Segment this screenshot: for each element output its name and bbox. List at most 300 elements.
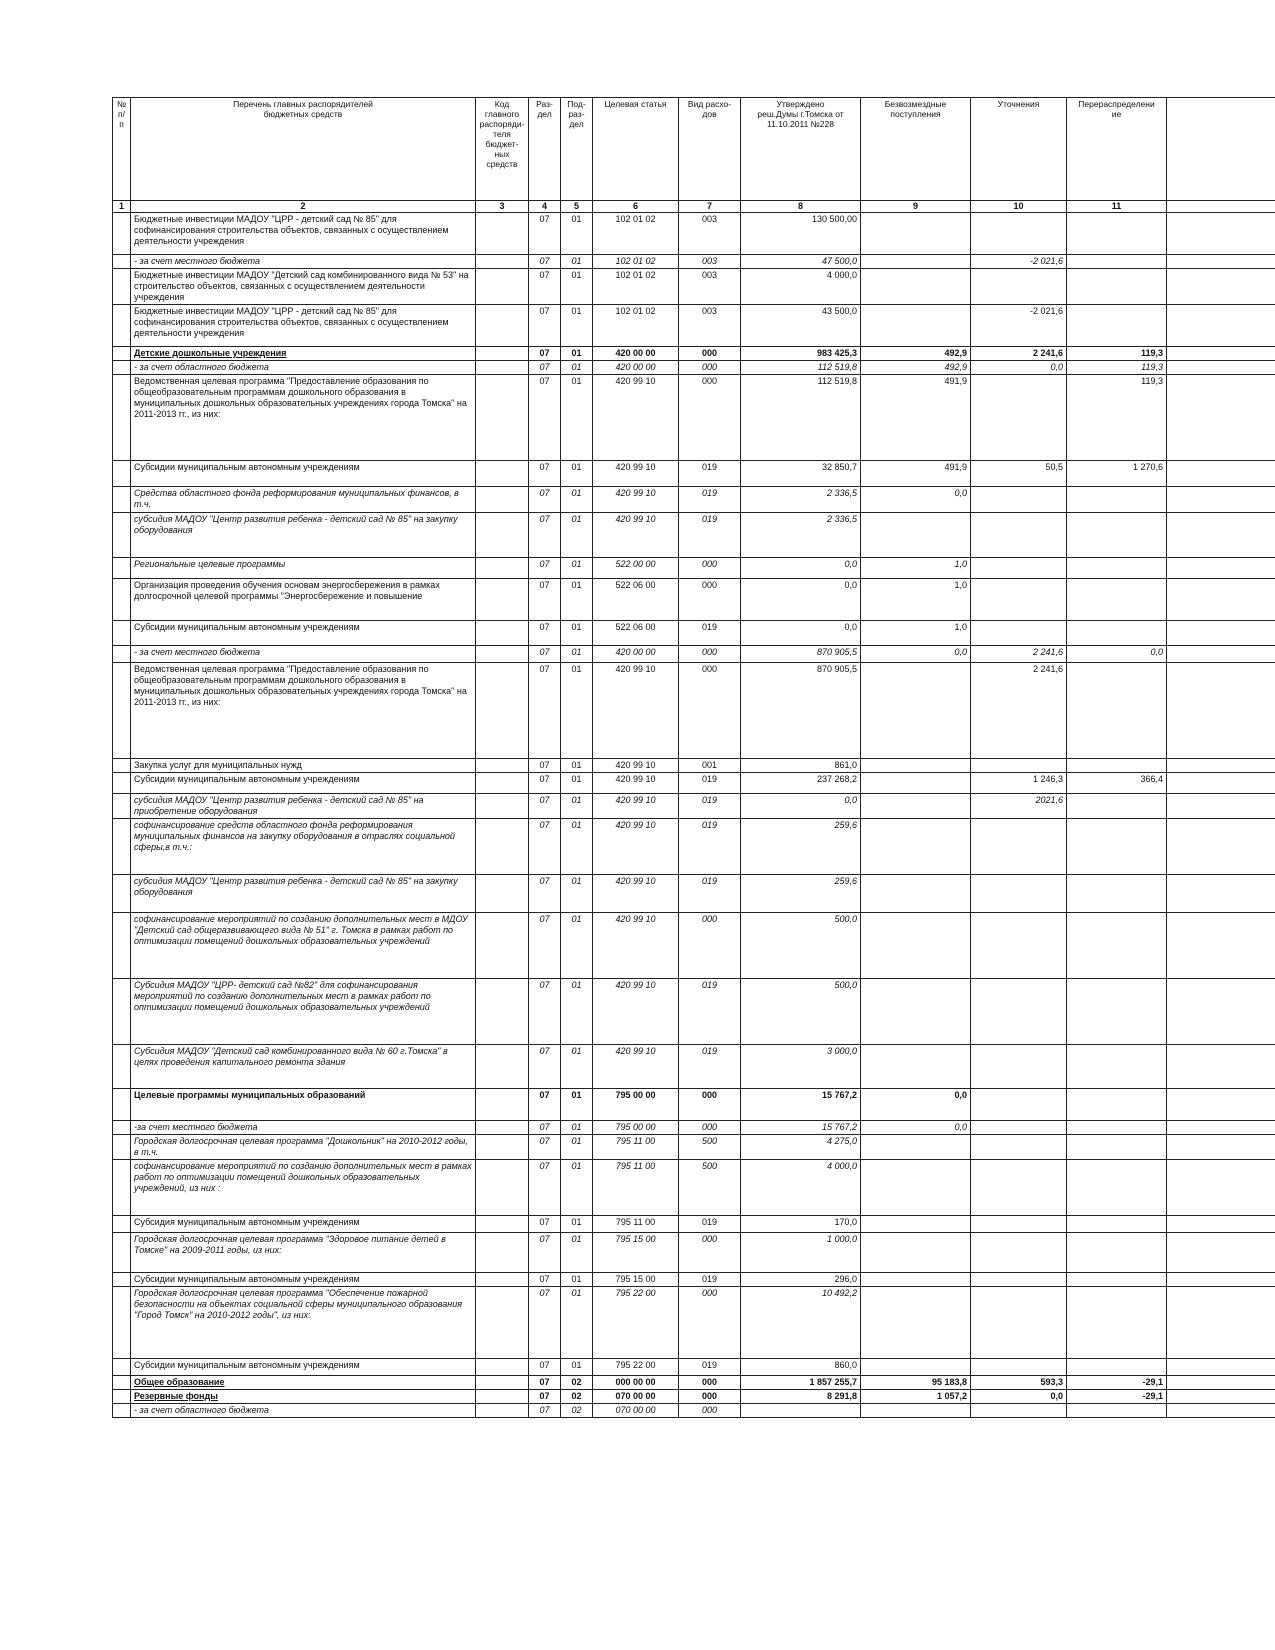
row-section: 07 (529, 1216, 561, 1233)
row-name: софинансирование мероприятий по созданию дополнительных мест в рамках работ по оптимизации помещений дошкольных образовательных учреждений, из них : (131, 1160, 476, 1216)
row-code (476, 913, 529, 979)
table-row (113, 579, 1275, 621)
row-code (476, 759, 529, 773)
row-redistribution (1067, 487, 1167, 513)
row-number (113, 1390, 131, 1404)
table-row (113, 1121, 1275, 1135)
row-number (113, 621, 131, 646)
row-target-item: 420 99 10 (593, 913, 679, 979)
row-redistribution (1067, 1160, 1167, 1216)
row-target-item: 420 99 10 (593, 663, 679, 759)
row-gratuitous (861, 1160, 971, 1216)
row-subsection: 01 (561, 213, 593, 255)
row-approved: 0,0 (741, 794, 861, 819)
row-subsection: 01 (561, 1287, 593, 1359)
row-cut-off (1167, 269, 1275, 305)
colnum: 3 (476, 201, 529, 213)
row-redistribution (1067, 794, 1167, 819)
row-code (476, 794, 529, 819)
row-gratuitous (861, 1135, 971, 1160)
row-redistribution (1067, 1273, 1167, 1287)
row-name: Резервные фонды (131, 1390, 476, 1404)
row-number (113, 579, 131, 621)
row-expense-type: 000 (679, 1089, 741, 1121)
row-cut-off (1167, 773, 1275, 794)
table-row (113, 1404, 1275, 1418)
row-cut-off (1167, 646, 1275, 663)
row-cut-off (1167, 663, 1275, 759)
row-target-item: 795 22 00 (593, 1287, 679, 1359)
row-subsection: 01 (561, 1160, 593, 1216)
row-expense-type: 000 (679, 1390, 741, 1404)
row-name: субсидия МАДОУ "Центр развития ребенка - детский сад № 85" на приобретение оборудования (131, 794, 476, 819)
row-redistribution (1067, 1045, 1167, 1089)
row-code (476, 1404, 529, 1418)
row-name: - за счет местного бюджета (131, 646, 476, 663)
row-name: софинансирование средств областного фонда реформирования муниципальных финансов на закупку оборудования в отраслях социальной сферы,в т.ч.: (131, 819, 476, 875)
row-expense-type: 001 (679, 759, 741, 773)
row-expense-type: 500 (679, 1135, 741, 1160)
row-expense-type: 019 (679, 621, 741, 646)
row-subsection: 01 (561, 1233, 593, 1273)
row-section: 07 (529, 663, 561, 759)
table-row (113, 361, 1275, 375)
row-number (113, 794, 131, 819)
row-expense-type: 019 (679, 461, 741, 487)
row-approved: 8 291,8 (741, 1390, 861, 1404)
row-code (476, 375, 529, 461)
table-row (113, 1390, 1275, 1404)
table-row (113, 375, 1275, 461)
row-cut-off (1167, 487, 1275, 513)
row-cut-off (1167, 1089, 1275, 1121)
colnum: 8 (741, 201, 861, 213)
row-number (113, 663, 131, 759)
row-name: Бюджетные инвестиции МАДОУ "Детский сад комбинированного вида № 53" на строительство объектов, связанных с осуществлением деятельности учреждения (131, 269, 476, 305)
row-name: Бюджетные инвестиции МАДОУ "ЦРР - детский сад № 85" для софинансирования строительства объектов, связанных с осуществлением деятельности учреждения (131, 213, 476, 255)
row-gratuitous: 1 057,2 (861, 1390, 971, 1404)
row-redistribution (1067, 819, 1167, 875)
row-section: 07 (529, 875, 561, 913)
table-row (113, 1376, 1275, 1390)
row-redistribution (1067, 1359, 1167, 1376)
row-redistribution (1067, 1135, 1167, 1160)
row-number (113, 513, 131, 558)
row-number (113, 375, 131, 461)
row-name: Закупка услуг для муниципальных нужд (131, 759, 476, 773)
colnum: 5 (561, 201, 593, 213)
row-code (476, 461, 529, 487)
row-code (476, 558, 529, 579)
row-code (476, 773, 529, 794)
row-number (113, 1233, 131, 1273)
row-gratuitous (861, 1287, 971, 1359)
row-approved: 983 425,3 (741, 347, 861, 361)
row-target-item: 795 22 00 (593, 1359, 679, 1376)
row-expense-type: 000 (679, 558, 741, 579)
row-gratuitous: 1,0 (861, 579, 971, 621)
row-name: Субсидия МАДОУ "Детский сад комбинированного вида № 60 г.Томска" в целях проведения капитального ремонта здания (131, 1045, 476, 1089)
row-code (476, 646, 529, 663)
row-number (113, 1045, 131, 1089)
row-redistribution (1067, 269, 1167, 305)
table-row (113, 513, 1275, 558)
row-target-item: 420 99 10 (593, 1045, 679, 1089)
row-gratuitous: 492,9 (861, 361, 971, 375)
row-redistribution (1067, 875, 1167, 913)
row-approved: 112 519,8 (741, 375, 861, 461)
row-name: Ведомственная целевая программа "Предоставление образования по общеобразовательным программам дошкольного образования в муниципальных дошкольных образовательных учреждениях города Томска" на 2011-2013 гг., из них: (131, 375, 476, 461)
row-gratuitous (861, 1359, 971, 1376)
row-redistribution (1067, 663, 1167, 759)
row-name: субсидия МАДОУ "Центр развития ребенка - детский сад № 85" на закупку оборудования (131, 875, 476, 913)
row-cut-off (1167, 621, 1275, 646)
row-approved: 500,0 (741, 979, 861, 1045)
row-clarifications (971, 1404, 1067, 1418)
row-gratuitous: 491,9 (861, 375, 971, 461)
row-section: 07 (529, 305, 561, 347)
row-approved: 10 492,2 (741, 1287, 861, 1359)
row-name: Целевые программы муниципальных образований (131, 1089, 476, 1121)
row-redistribution (1067, 305, 1167, 347)
row-expense-type: 000 (679, 1376, 741, 1390)
row-cut-off (1167, 461, 1275, 487)
row-clarifications: 0,0 (971, 1390, 1067, 1404)
row-expense-type: 019 (679, 979, 741, 1045)
table-row (113, 1287, 1275, 1359)
row-code (476, 1216, 529, 1233)
row-clarifications: 2 241,6 (971, 347, 1067, 361)
row-subsection: 01 (561, 255, 593, 269)
row-code (476, 1233, 529, 1273)
row-name: Бюджетные инвестиции МАДОУ "ЦРР - детский сад № 85" для софинансирования строительства объектов, связанных с осуществлением деятельности учреждения (131, 305, 476, 347)
row-approved: 500,0 (741, 913, 861, 979)
row-cut-off (1167, 759, 1275, 773)
row-subsection: 01 (561, 1216, 593, 1233)
row-expense-type: 000 (679, 913, 741, 979)
row-code (476, 513, 529, 558)
table-row (113, 558, 1275, 579)
row-section: 07 (529, 461, 561, 487)
row-approved: 870 905,5 (741, 646, 861, 663)
row-subsection: 01 (561, 513, 593, 558)
row-clarifications (971, 913, 1067, 979)
row-clarifications (971, 621, 1067, 646)
row-cut-off (1167, 347, 1275, 361)
row-approved: 237 268,2 (741, 773, 861, 794)
row-expense-type: 000 (679, 646, 741, 663)
row-expense-type: 000 (679, 1233, 741, 1273)
row-code (476, 579, 529, 621)
table-row (113, 759, 1275, 773)
colnum: 11 (1067, 201, 1167, 213)
row-name: - за счет областного бюджета (131, 1404, 476, 1418)
row-approved: 1 000,0 (741, 1233, 861, 1273)
row-gratuitous (861, 819, 971, 875)
row-cut-off (1167, 361, 1275, 375)
row-section: 07 (529, 375, 561, 461)
row-name: - за счет областного бюджета (131, 361, 476, 375)
row-redistribution (1067, 1233, 1167, 1273)
row-approved: 47 500,0 (741, 255, 861, 269)
row-code (476, 1287, 529, 1359)
row-gratuitous: 0,0 (861, 1089, 971, 1121)
header-redistribution: Перераспределени ие (1067, 98, 1167, 201)
row-expense-type: 019 (679, 513, 741, 558)
row-code (476, 1376, 529, 1390)
row-name: Субсидии муниципальным автономным учреждениям (131, 1359, 476, 1376)
row-approved: 259,6 (741, 875, 861, 913)
row-code (476, 487, 529, 513)
header-code: Код главного распоряди- теля бюджет- ных средств (476, 98, 529, 201)
header-expense-type: Вид расхо- дов (679, 98, 741, 201)
row-section: 07 (529, 579, 561, 621)
row-name: Детские дошкольные учреждения (131, 347, 476, 361)
row-target-item: 420 99 10 (593, 513, 679, 558)
row-gratuitous (861, 1404, 971, 1418)
row-gratuitous (861, 759, 971, 773)
row-expense-type: 000 (679, 347, 741, 361)
row-redistribution (1067, 1404, 1167, 1418)
row-cut-off (1167, 875, 1275, 913)
row-target-item: 420 00 00 (593, 347, 679, 361)
table-row (113, 646, 1275, 663)
row-gratuitous (861, 1273, 971, 1287)
row-section: 07 (529, 255, 561, 269)
row-redistribution (1067, 759, 1167, 773)
row-gratuitous (861, 875, 971, 913)
row-number (113, 305, 131, 347)
row-cut-off (1167, 1233, 1275, 1273)
row-cut-off (1167, 558, 1275, 579)
row-cut-off (1167, 1404, 1275, 1418)
row-cut-off (1167, 1121, 1275, 1135)
row-name: Организация проведения обучения основам энергосбережения в рамках долгосрочной целевой программы "Энергосбережение и повышение (131, 579, 476, 621)
row-clarifications (971, 1216, 1067, 1233)
row-subsection: 01 (561, 579, 593, 621)
table-row (113, 979, 1275, 1045)
row-code (476, 347, 529, 361)
row-expense-type: 003 (679, 255, 741, 269)
header-approved: Утверждено реш.Думы г.Томска от 11.10.2011 №228 (741, 98, 861, 201)
row-approved: 0,0 (741, 579, 861, 621)
row-clarifications: 2 241,6 (971, 663, 1067, 759)
row-section: 07 (529, 361, 561, 375)
row-redistribution: 366,4 (1067, 773, 1167, 794)
row-section: 07 (529, 1135, 561, 1160)
row-target-item: 102 01 02 (593, 255, 679, 269)
row-approved: 0,0 (741, 621, 861, 646)
table-row (113, 1089, 1275, 1121)
header-number: № п/п (113, 98, 131, 201)
row-subsection: 01 (561, 305, 593, 347)
row-expense-type: 000 (679, 361, 741, 375)
row-redistribution (1067, 579, 1167, 621)
row-clarifications: 2 241,6 (971, 646, 1067, 663)
row-section: 07 (529, 1160, 561, 1216)
table-row (113, 621, 1275, 646)
colnum: 9 (861, 201, 971, 213)
row-cut-off (1167, 255, 1275, 269)
row-gratuitous (861, 773, 971, 794)
row-number (113, 347, 131, 361)
table-row (113, 663, 1275, 759)
row-code (476, 305, 529, 347)
row-redistribution (1067, 913, 1167, 979)
header-gratuitous: Безвозмездные поступления (861, 98, 971, 201)
row-subsection: 01 (561, 1359, 593, 1376)
row-subsection: 01 (561, 1135, 593, 1160)
row-code (476, 663, 529, 759)
row-redistribution (1067, 1287, 1167, 1359)
table-row (113, 1216, 1275, 1233)
row-target-item: 795 00 00 (593, 1089, 679, 1121)
row-target-item: 000 00 00 (593, 1376, 679, 1390)
row-target-item: 102 01 02 (593, 269, 679, 305)
row-clarifications (971, 1233, 1067, 1273)
row-section: 07 (529, 979, 561, 1045)
row-number (113, 1273, 131, 1287)
row-section: 07 (529, 1376, 561, 1390)
row-approved: 112 519,8 (741, 361, 861, 375)
row-clarifications (971, 1273, 1067, 1287)
table-row (113, 213, 1275, 255)
row-target-item: 420 99 10 (593, 375, 679, 461)
row-target-item: 420 99 10 (593, 461, 679, 487)
row-number (113, 361, 131, 375)
row-number (113, 1404, 131, 1418)
row-name: Средства областного фонда реформирования муниципальных финансов, в т.ч. (131, 487, 476, 513)
row-gratuitous (861, 513, 971, 558)
row-expense-type: 019 (679, 773, 741, 794)
row-cut-off (1167, 1376, 1275, 1390)
row-gratuitous (861, 979, 971, 1045)
row-clarifications: -2 021,6 (971, 305, 1067, 347)
row-expense-type: 019 (679, 875, 741, 913)
table-row (113, 1045, 1275, 1089)
row-number (113, 773, 131, 794)
row-redistribution: 0,0 (1067, 646, 1167, 663)
row-section: 07 (529, 819, 561, 875)
header-subsection: Под- раз- дел (561, 98, 593, 201)
row-redistribution (1067, 979, 1167, 1045)
row-code (476, 875, 529, 913)
row-name: - за счет местного бюджета (131, 255, 476, 269)
row-name: Городская долгосрочная целевая программа "Здоровое питание детей в Томске" на 2009-2011 годы, из них: (131, 1233, 476, 1273)
row-clarifications (971, 1359, 1067, 1376)
row-cut-off (1167, 1160, 1275, 1216)
row-subsection: 01 (561, 913, 593, 979)
row-clarifications (971, 875, 1067, 913)
row-approved: 2 336,5 (741, 487, 861, 513)
row-section: 07 (529, 1121, 561, 1135)
row-name: Региональные целевые программы (131, 558, 476, 579)
row-name: Субсидии муниципальным автономным учреждениям (131, 621, 476, 646)
row-number (113, 213, 131, 255)
table-row (113, 819, 1275, 875)
row-expense-type: 019 (679, 819, 741, 875)
row-clarifications (971, 558, 1067, 579)
row-approved: 4 000,0 (741, 1160, 861, 1216)
row-approved: 2 336,5 (741, 513, 861, 558)
row-name: Субсидия МАДОУ "ЦРР- детский сад №82" для софинансирования мероприятий по созданию дополнительных мест в рамках работ по оптимизации помещений дошкольных образовательных учреждений (131, 979, 476, 1045)
row-subsection: 01 (561, 646, 593, 663)
colnum: 4 (529, 201, 561, 213)
row-name: -за счет местного бюджета (131, 1121, 476, 1135)
row-clarifications (971, 513, 1067, 558)
row-approved: 1 857 255,7 (741, 1376, 861, 1390)
row-cut-off (1167, 375, 1275, 461)
row-gratuitous (861, 269, 971, 305)
row-cut-off (1167, 913, 1275, 979)
row-gratuitous (861, 1216, 971, 1233)
row-code (476, 1121, 529, 1135)
row-expense-type: 019 (679, 794, 741, 819)
row-target-item: 522 06 00 (593, 621, 679, 646)
row-target-item: 420 99 10 (593, 487, 679, 513)
row-approved: 296,0 (741, 1273, 861, 1287)
row-number (113, 1089, 131, 1121)
row-number (113, 979, 131, 1045)
table-row (113, 773, 1275, 794)
row-cut-off (1167, 1390, 1275, 1404)
header-section: Раз- дел (529, 98, 561, 201)
row-clarifications (971, 819, 1067, 875)
row-expense-type: 500 (679, 1160, 741, 1216)
row-name: субсидия МАДОУ "Центр развития ребенка - детский сад № 85" на закупку оборудования (131, 513, 476, 558)
row-section: 07 (529, 1287, 561, 1359)
row-subsection: 01 (561, 759, 593, 773)
row-approved: 259,6 (741, 819, 861, 875)
row-approved: 15 767,2 (741, 1121, 861, 1135)
row-redistribution (1067, 213, 1167, 255)
row-name: софинансирование мероприятий по созданию дополнительных мест в МДОУ "Детский сад общеразвивающего вида № 51" г. Томска в рамках работ по оптимизации помещений дошкольных образовательных учреждений (131, 913, 476, 979)
row-redistribution (1067, 1216, 1167, 1233)
row-expense-type: 000 (679, 375, 741, 461)
row-subsection: 01 (561, 979, 593, 1045)
row-code (476, 1160, 529, 1216)
row-section: 07 (529, 913, 561, 979)
row-target-item: 420 99 10 (593, 979, 679, 1045)
table-row (113, 1233, 1275, 1273)
row-approved: 43 500,0 (741, 305, 861, 347)
row-expense-type: 019 (679, 1216, 741, 1233)
row-number (113, 913, 131, 979)
row-subsection: 01 (561, 819, 593, 875)
row-code (476, 1359, 529, 1376)
row-code (476, 1390, 529, 1404)
row-approved: 860,0 (741, 1359, 861, 1376)
header-target-item: Целевая статья (593, 98, 679, 201)
row-redistribution (1067, 513, 1167, 558)
colnum (1167, 201, 1275, 213)
row-section: 07 (529, 513, 561, 558)
table-row (113, 255, 1275, 269)
row-target-item: 795 15 00 (593, 1273, 679, 1287)
row-code (476, 255, 529, 269)
row-name: Субсидии муниципальным автономным учреждениям (131, 461, 476, 487)
row-subsection: 02 (561, 1404, 593, 1418)
row-section: 07 (529, 1089, 561, 1121)
row-clarifications (971, 1160, 1067, 1216)
row-approved: 861,0 (741, 759, 861, 773)
row-number (113, 255, 131, 269)
row-expense-type: 019 (679, 1359, 741, 1376)
row-cut-off (1167, 305, 1275, 347)
row-subsection: 02 (561, 1390, 593, 1404)
colnum: 1 (113, 201, 131, 213)
row-clarifications (971, 375, 1067, 461)
